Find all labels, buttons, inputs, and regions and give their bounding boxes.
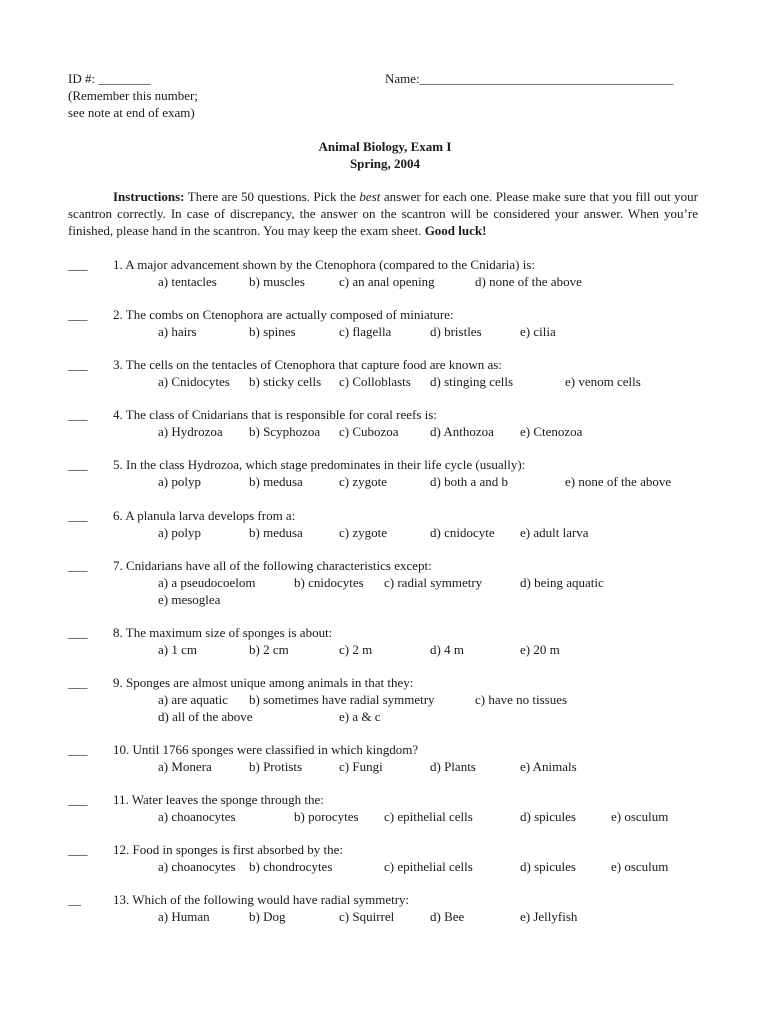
id-label: ID #: ________ (68, 71, 151, 86)
question-text: 10. Until 1766 sponges were classified in which kingdom? (113, 742, 419, 757)
exam-title: Animal Biology, Exam I (318, 139, 452, 154)
answer-option: a) Human (158, 909, 210, 924)
answer-option: e) Animals (520, 759, 577, 774)
question-text: 2. The combs on Ctenophora are actually composed of miniature: (113, 307, 454, 322)
id-note-line-1: (Remember this number; (68, 88, 198, 103)
instructions-text-1: There are 50 questions. Pick the (184, 189, 360, 204)
question-text: 1. A major advancement shown by the Ctenophora (compared to the Cnidaria) is: (113, 257, 536, 272)
answer-option: e) Ctenozoa (520, 424, 583, 439)
answer-option: a) hairs (158, 324, 197, 339)
answer-option: c) Squirrel (339, 909, 395, 924)
question-text: 11. Water leaves the sponge through the: (113, 792, 324, 807)
instructions-text-2: answer for each one. Please make sure that you fill out your scantron correctly. In case of discrepancy, the answer on the scantron will be considered your answer. When you’re finished, please hand in the scantron. You may keep the exam sheet. (68, 189, 698, 238)
answer-option: c) Fungi (339, 759, 383, 774)
answer-blank: ___ (68, 357, 88, 372)
answer-option: c) radial symmetry (384, 575, 483, 590)
instructions-closing: Good luck! (424, 223, 487, 238)
answer-option: d) 4 m (430, 642, 464, 657)
answer-blank: ___ (68, 257, 88, 272)
answer-option: b) chondrocytes (249, 859, 333, 874)
answer-option: e) venom cells (565, 374, 641, 389)
answer-option: d) spicules (520, 809, 576, 824)
answer-option: e) adult larva (520, 525, 589, 540)
answer-blank: ___ (68, 407, 88, 422)
answer-blank: ___ (68, 625, 88, 640)
answer-option: b) cnidocytes (294, 575, 364, 590)
answer-option: a) Cnidocytes (158, 374, 230, 389)
answer-option: e) a & c (339, 709, 381, 724)
answer-option: a) polyp (158, 525, 201, 540)
answer-option: b) porocytes (294, 809, 359, 824)
answer-option: a) choanocytes (158, 859, 236, 874)
answer-option: e) mesoglea (158, 592, 221, 607)
answer-option: a) 1 cm (158, 642, 197, 657)
question-text: 13. Which of the following would have radial symmetry: (113, 892, 410, 907)
answer-option: e) cilia (520, 324, 556, 339)
question-text: 12. Food in sponges is first absorbed by the: (113, 842, 344, 857)
answer-blank: ___ (68, 742, 88, 757)
answer-blank: ___ (68, 508, 88, 523)
answer-option: c) zygote (339, 474, 388, 489)
question-text: 4. The class of Cnidarians that is responsible for coral reefs is: (113, 407, 437, 422)
answer-option: d) being aquatic (520, 575, 604, 590)
question-text: 8. The maximum size of sponges is about: (113, 625, 333, 640)
exam-term: Spring, 2004 (349, 156, 421, 171)
answer-option: d) all of the above (158, 709, 253, 724)
answer-option: e) osculum (611, 859, 669, 874)
answer-option: b) Scyphozoa (249, 424, 321, 439)
answer-option: a) polyp (158, 474, 201, 489)
answer-option: d) cnidocyte (430, 525, 495, 540)
question-text: 7. Cnidarians have all of the following characteristics except: (113, 558, 432, 573)
answer-option: c) epithelial cells (384, 809, 473, 824)
answer-option: d) bristles (430, 324, 482, 339)
answer-option: a) tentacles (158, 274, 217, 289)
answer-option: d) spicules (520, 859, 576, 874)
answer-option: c) Cubozoa (339, 424, 399, 439)
answer-option: d) none of the above (475, 274, 582, 289)
question-text: 6. A planula larva develops from a: (113, 508, 296, 523)
answer-option: b) Dog (249, 909, 286, 924)
answer-option: a) Hydrozoa (158, 424, 223, 439)
instructions (68, 188, 698, 239)
question-text: 3. The cells on the tentacles of Ctenophora that capture food are known as: (113, 357, 502, 372)
question-text: 5. In the class Hydrozoa, which stage predominates in their life cycle (usually): (113, 457, 526, 472)
answer-blank: ___ (68, 558, 88, 573)
answer-option: e) osculum (611, 809, 669, 824)
answer-option: a) choanocytes (158, 809, 236, 824)
instructions-label: Instructions: (113, 189, 185, 204)
answer-option: b) 2 cm (249, 642, 289, 657)
answer-option: c) zygote (339, 525, 388, 540)
id-note-line-2: see note at end of exam) (68, 105, 195, 120)
question-text: 9. Sponges are almost unique among animals in that they: (113, 675, 414, 690)
answer-blank: ___ (68, 307, 88, 322)
answer-blank: __ (68, 892, 81, 907)
name-field: Name:_______________________________________ (385, 71, 674, 86)
answer-option: b) medusa (249, 474, 303, 489)
answer-option: a) are aquatic (158, 692, 229, 707)
answer-option: b) sometimes have radial symmetry (249, 692, 435, 707)
answer-option: d) Plants (430, 759, 476, 774)
answer-blank: ___ (68, 792, 88, 807)
answer-option: a) a pseudocoelom (158, 575, 256, 590)
id-field (68, 70, 198, 121)
answer-option: e) none of the above (565, 474, 672, 489)
answer-blank: ___ (68, 842, 88, 857)
answer-option: d) Bee (430, 909, 465, 924)
answer-option: e) Jellyfish (520, 909, 578, 924)
answer-option: c) have no tissues (475, 692, 568, 707)
answer-option: b) Protists (249, 759, 303, 774)
answer-option: c) an anal opening (339, 274, 435, 289)
answer-option: d) both a and b (430, 474, 508, 489)
answer-option: d) stinging cells (430, 374, 514, 389)
answer-blank: ___ (68, 457, 88, 472)
answer-option: c) flagella (339, 324, 392, 339)
answer-option: c) epithelial cells (384, 859, 473, 874)
answer-option: c) 2 m (339, 642, 373, 657)
answer-option: a) Monera (158, 759, 212, 774)
answer-option: e) 20 m (520, 642, 560, 657)
instructions-emphasis: best (359, 189, 381, 204)
answer-option: b) medusa (249, 525, 303, 540)
answer-option: c) Colloblasts (339, 374, 411, 389)
answer-option: d) Anthozoa (430, 424, 494, 439)
answer-option: b) muscles (249, 274, 305, 289)
answer-blank: ___ (68, 675, 88, 690)
answer-option: b) spines (249, 324, 296, 339)
answer-option: b) sticky cells (249, 374, 322, 389)
